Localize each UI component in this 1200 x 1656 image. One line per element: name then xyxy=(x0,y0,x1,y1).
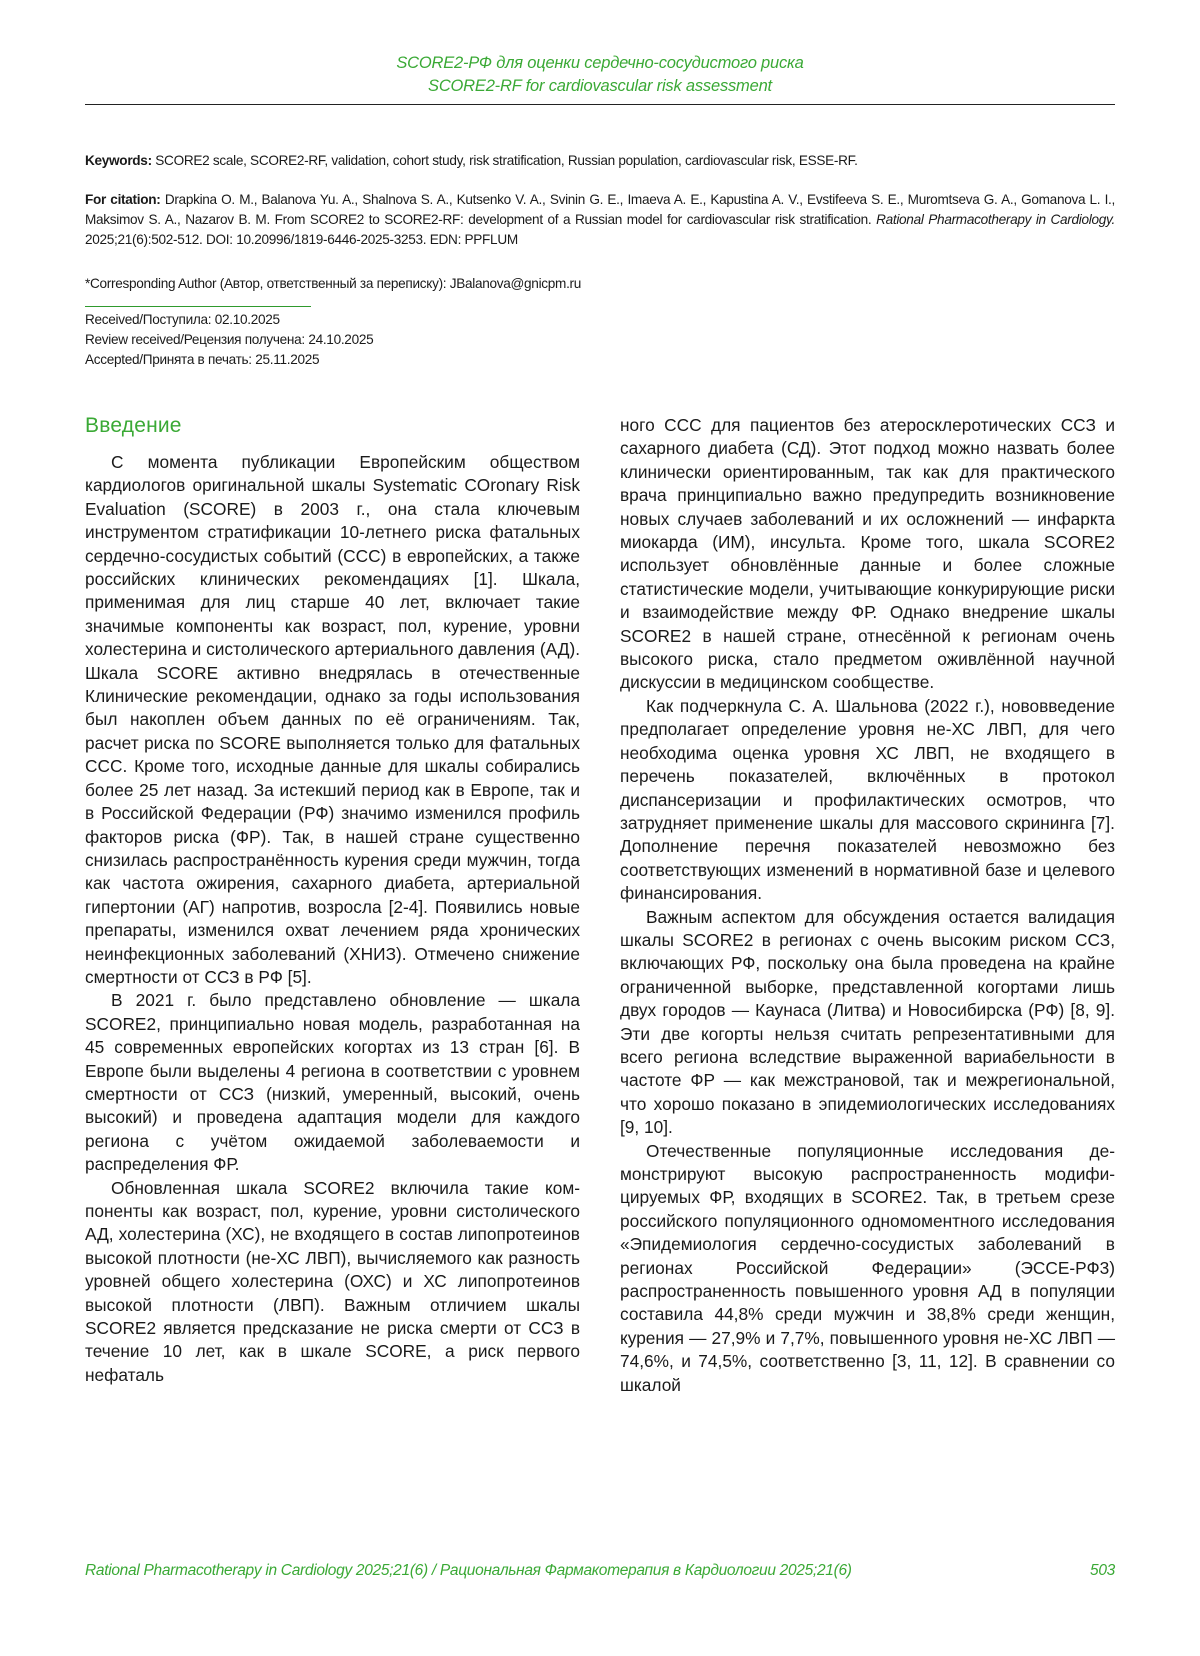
date-accepted: Accepted/Принята в печать: 25.11.2025 xyxy=(85,352,320,367)
paragraph: Отечественные популяционные исследования демонстрируют высокую распространенность модифицируемых ФР, входящих в SCORE2. Так, в третьем срезе российского популяционного одномоментного исследования «Эпидемиология сердечно-сосудистых заболеваний в регионах Российской Федерации» (ЭССЕ-РФ3) распространенность повышенного уровня АД в популяции составила 44,8% среди мужчин и 38,8% среди женщин, курения — 27,9% и 7,7%, повышенного уровня не-ХС ЛВП — 74,6%, и 74,5%, соответственно [3, 11, 12]. В сравнении со шкалой xyxy=(620,1140,1115,1395)
right-column xyxy=(620,414,1115,1397)
running-header-ru: SCORE2-РФ для оценки сердечно-сосудистого риска xyxy=(396,54,804,72)
paragraph: С момента публикации Европейским обществом кардиологов оригинальной шкалы Systematic COronary Risk Evaluation (SCORE) в 2003 г., она стала ключевым инструментом стратификации 10-летнего риска фатальных сердечно-сосудистых событий (ССС) в европейских, а также российских клинических рекомендациях [1]. Шкала, применимая для лиц старше 40 лет, включает такие значимые компоненты как возраст, пол, курение, уровни холестерина и систолического артериального давления (АД). Шкала SCORE активно внедрялась в отечественные Клинические рекомендации, однако за годы использования был накоплен объем данных по её ограничениям. Так, расчет риска по SCORE выполняется только для фатальных ССС. Кроме того, исходные данные для шкалы собирались более 25 лет назад. За истекший период как в Европе, так и в Российской Федерации (РФ) значимо изменился профиль факторов риска (ФР). Так, в нашей стране существенно снизилась распространённость курения среди мужчин, тогда как частота ожирения, сахарного диабета, артериальной гипертонии (АГ) напротив, возросла [2-4]. Появились новые препараты, изменился охват лечением ряда хронических неинфекционных заболеваний (ХНИЗ). Отмечено снижение смертности от ССЗ в РФ [5]. xyxy=(85,452,580,987)
keywords-label: Keywords: xyxy=(85,153,152,168)
section-heading: Введение xyxy=(85,414,182,437)
footer-journal: Rational Pharmacotherapy in Cardiology 2025;21(6) / Рациональная Фармакотерапия в Кардиологии 2025;21(6) xyxy=(85,1562,852,1579)
paragraph: Важным аспектом для обсуждения остается валидация шкалы SCORE2 в регионах с очень высоким риском ССЗ, включающих РФ, поскольку она была проведена на крайне ограниченной выборке, представленной когортами лишь двух городов — Каунаса (Литва) и Новосибирска (РФ) [8, 9]. Эти две когорты нельзя считать репрезентативными для всего региона вследствие выраженной вариабельности в частоте ФР — как межстрановой, так и межрегиональной, что хорошо показано в эпидемиологических исследованиях [9, 10]. xyxy=(620,906,1115,1138)
left-column xyxy=(85,412,580,1387)
running-header xyxy=(0,52,1200,98)
dates-divider xyxy=(85,306,311,307)
citation-details: 2025;21(6):502-512. DOI: 10.20996/1819-6446-2025-3253. EDN: PPFLUM xyxy=(85,232,518,247)
article-dates xyxy=(85,310,373,370)
header-divider xyxy=(85,104,1115,105)
citation-label: For citation: xyxy=(85,192,161,207)
citation-authors: Drapkina O. M., Balanova Yu. A., Shalnova S. A., Kutsenko V. A., Svinin G. E., Imaeva A. E., Kapustina A. V., Evstifeeva S. E., Muromtseva G. A., Gomanova L. I., Maksimov S. A., Nazarov B. M. From SCORE2 to SCORE2-RF: development of a Russian model for cardiovascular risk stratification. xyxy=(85,192,1116,227)
running-header-en: SCORE2-RF for cardiovascular risk assessment xyxy=(428,77,772,95)
keywords xyxy=(85,151,1115,171)
date-received: Received/Поступила: 02.10.2025 xyxy=(85,312,280,327)
citation xyxy=(85,190,1115,250)
paragraph: В 2021 г. было представлено обновление — шкала SCORE2, принципиально новая модель, разработанная на 45 современных европейских когортах из 13 стран [6]. В Европе были выделены 4 региона в соответствии с уровнем смертности от ССЗ (низкий, умеренный, высокий, очень высокий) и проведена адаптация модели для каждого региона с учётом ожидаемой заболеваемости и распределения ФР. xyxy=(85,990,580,1175)
page-number: 503 xyxy=(1090,1562,1115,1579)
citation-journal: Rational Pharmacotherapy in Cardiology. xyxy=(876,212,1115,227)
date-review: Review received/Рецензия получена: 24.10.2025 xyxy=(85,332,374,347)
paragraph: Как подчеркнула С. А. Шальнова (2022 г.), нововведение предполагает определение уровня не-ХС ЛВП, для чего необходима оценка уровня ХС ЛВП, не входящего в перечень показателей, включённых в протокол диспансеризации и профилактических осмотров, что затрудняет применение шкалы для массового скрининга [7]. Дополнение перечня показателей невозможно без соответствующих изменений в нормативной базе и целевого финансирования. xyxy=(620,695,1115,904)
paragraph: Обновленная шкала SCORE2 включила такие компоненты как возраст, пол, курение, уровни систолического АД, холестерина (ХС), не входящего в состав липопротеинов высокой плотности (не-ХС ЛВП), вычисляемого как разность уровней общего холестерина (ОХС) и ХС липопротеинов высокой плотности (ЛВП). Важным отличием шкалы SCORE2 является предсказание не риска смерти от ССЗ в течение 10 лет, как в шкале SCORE, а риск первого нефаталь xyxy=(85,1177,580,1385)
keywords-text: SCORE2 scale, SCORE2-RF, validation, cohort study, risk stratification, Russian population, cardiovascular risk, ESSE-RF. xyxy=(155,153,858,168)
paragraph: ного ССС для пациентов без атеросклеротических ССЗ и сахарного диабета (СД). Этот подход можно назвать более клинически ориентированным, так как для практического врача принципиально важно предупредить возникновение новых случаев заболеваний и их осложнений — инфаркта миокарда (ИМ), инсульта. Кроме того, шкала SCORE2 использует обновлённые данные и более сложные статистические модели, учитывающие конкурирующие риски и взаимодействие между ФР. Однако внедрение шкалы SCORE2 в нашей стране, отнесённой к регионам очень высокого риска, стало предметом оживлённой научной дискуссии в медицинском сообществе. xyxy=(620,415,1115,693)
corresponding-author: *Corresponding Author (Автор, ответственный за переписку): JBalanova@gnicpm.ru xyxy=(85,276,582,291)
